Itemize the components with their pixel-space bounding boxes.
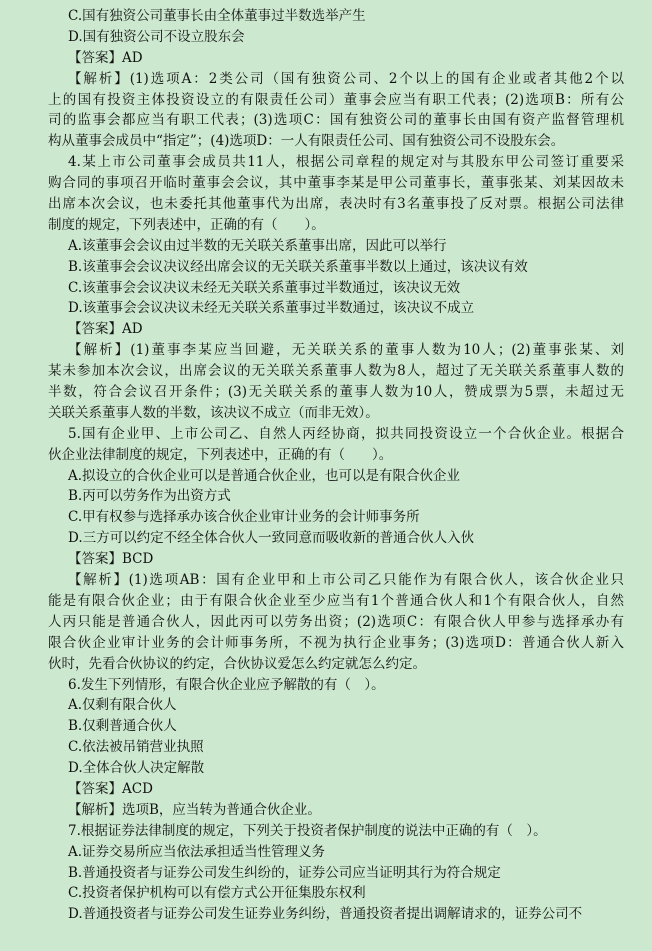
analysis-line: 半数，符合会议召开条件；(3)无关联关系的董事人数为10人，赞成票为5票，未超过无: [48, 384, 624, 401]
analysis-line: 司的监事会都应当有职工代表；(3)选项C：国有独资公司的董事长由国有资产监督管理机: [48, 112, 624, 129]
option-a-line: A.拟设立的合伙企业可以是普通合伙企业，也可以是有限合伙企业: [68, 467, 461, 484]
option-d-line: D.全体合伙人决定解散: [68, 760, 205, 777]
answer-line: 【答案】AD: [68, 321, 143, 338]
option-b-line: B.普通投资者与证券公司发生纠纷的，证券公司应当证明其行为符合规定: [68, 864, 501, 881]
answer-line: 【答案】BCD: [68, 551, 154, 568]
option-c-line: C.投资者保护机构可以有偿方式公开征集股东权利: [68, 885, 366, 902]
option-a-line: A.仅剩有限合伙人: [68, 697, 177, 714]
question-4-line: 出席本次会议，也未委托其他董事代为出席，表决时有3名董事投了反对票。根据公司法律: [48, 196, 624, 213]
analysis-line: 某未参加本次会议，出席会议的无关联关系董事人数为8人，超过了无关联关系董事人数的: [48, 363, 624, 380]
analysis-line: 伙时，先看合伙协议的约定，合伙协议爱怎么约定就怎么约定。: [48, 655, 426, 672]
question-5-line: 5.国有企业甲、上市公司乙、自然人丙经协商，拟共同投资设立一个合伙企业。根据合: [68, 425, 624, 442]
option-d-line: D.三方可以约定不经全体合伙人一致同意而吸收新的普通合伙人入伙: [68, 530, 475, 547]
analysis-line: 人丙只能是普通合伙人，因此丙可以劳务出资；(2)选项C：有限合伙人甲参与选择承办有: [48, 613, 624, 630]
analysis-line: 构从董事会成员中“指定”；(4)选项D：一人有限责任公司、国有独资公司不设股东会。: [48, 133, 565, 150]
answer-line: 【答案】AD: [68, 49, 143, 66]
answer-line: 【答案】ACD: [68, 780, 153, 797]
analysis-line: 【解析】(1)董事李某应当回避，无关联关系的董事人数为10人；(2)董事张某、刘: [68, 342, 624, 359]
option-c-line: C.依法被吊销营业执照: [68, 739, 204, 756]
option-c-line: C.该董事会会议决议未经无关联关系董事过半数通过，该决议无效: [68, 279, 461, 296]
analysis-line: 【解析】(1)选项AB：国有企业甲和上市公司乙只能作为有限合伙人，该合伙企业只: [68, 572, 624, 589]
option-d-line: D.普通投资者与证券公司发生证券业务纠纷，普通投资者提出调解请求的，证券公司不: [68, 906, 583, 923]
question-6-line: 6.发生下列情形，有限合伙企业应予解散的有（ ）。: [68, 676, 385, 693]
question-7-line: 7.根据证券法律制度的规定，下列关于投资者保护制度的说法中正确的有（ ）。: [68, 822, 547, 839]
option-b-line: B.该董事会会议决议经出席会议的无关联关系董事半数以上通过，该决议有效: [68, 258, 528, 275]
question-5-line: 伙企业法律制度的规定，下列表述中，正确的有（ ）。: [48, 446, 393, 463]
option-c-line: C.甲有权参与选择承办该合伙企业审计业务的会计师事务所: [68, 509, 420, 526]
option-d-line: D.该董事会会议决议未经无关联关系董事过半数通过，该决议不成立: [68, 300, 475, 317]
question-4-line: 4.某上市公司董事会成员共11人，根据公司章程的规定对与其股东甲公司签订重要采: [68, 154, 624, 171]
analysis-line: 能是有限合伙企业；由于有限合伙企业至少应当有1个普通合伙人和1个有限合伙人，自然: [48, 592, 624, 609]
option-a-line: A.该董事会会议由过半数的无关联关系董事出席，因此可以举行: [68, 237, 447, 254]
analysis-line: 上的国有投资主体投资设立的有限责任公司）董事会应当有职工代表；(2)选项B：所有公: [48, 91, 624, 108]
option-d-line: D.国有独资公司不设立股东会: [68, 28, 245, 45]
option-c-line: C.国有独资公司董事长由全体董事过半数选举产生: [68, 8, 366, 24]
analysis-line: 【解析】(1)选项A：2类公司（国有独资公司、2个以上的国有企业或者其他2个以: [68, 70, 624, 87]
option-b-line: B.丙可以劳务作为出资方式: [68, 488, 231, 505]
analysis-line: 关联关系董事人数的半数，该决议不成立（而非无效）。: [48, 404, 379, 421]
question-4-line: 制度的规定，下列表述中，正确的有（ ）。: [48, 216, 325, 233]
option-a-line: A.证券交易所应当依法承担适当性管理义务: [68, 843, 326, 860]
question-4-line: 购合同的事项召开临时董事会会议，其中董事李某是甲公司董事长，董事张某、刘某因故未: [48, 175, 624, 192]
analysis-line: 【解析】选项B，应当转为普通合伙企业。: [68, 801, 321, 818]
option-b-line: B.仅剩普通合伙人: [68, 718, 177, 735]
analysis-line: 限合伙企业审计业务的会计师事务所，不视为执行企业事务；(3)选项D：普通合伙人新入: [48, 634, 624, 651]
